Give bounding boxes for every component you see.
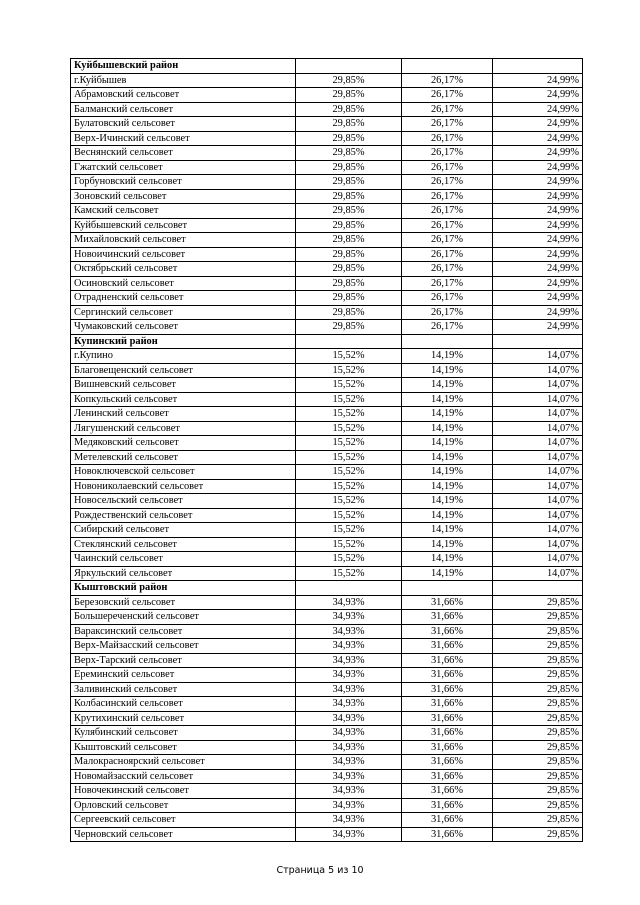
rate-cell-1: 34,93% [296, 827, 402, 842]
rate-cell-1: 29,85% [296, 131, 402, 146]
rate-cell-2: 31,66% [402, 653, 493, 668]
row-name-cell: Колбасинский сельсовет [71, 697, 296, 712]
rate-cell-2: 26,17% [402, 218, 493, 233]
rate-cell-1: 15,52% [296, 494, 402, 509]
table-row [71, 407, 583, 422]
rate-cell-3: 24,99% [493, 320, 583, 335]
rate-cell-3: 24,99% [493, 160, 583, 175]
table-row [71, 537, 583, 552]
rate-cell-2: 26,17% [402, 189, 493, 204]
rate-cell-2: 26,17% [402, 117, 493, 132]
rate-cell-1: 34,93% [296, 610, 402, 625]
table-row [71, 392, 583, 407]
rate-cell-3: 14,07% [493, 465, 583, 480]
rate-cell-2: 31,66% [402, 813, 493, 828]
table-row [71, 102, 583, 117]
page-footer: Страница 5 из 10 [276, 865, 364, 876]
row-name-cell: Новомайзасский сельсовет [71, 769, 296, 784]
rate-cell-1: 15,52% [296, 508, 402, 523]
rate-cell-1: 29,85% [296, 73, 402, 88]
rate-cell-2: 26,17% [402, 146, 493, 161]
row-name-cell: Лягушенский сельсовет [71, 421, 296, 436]
rate-cell-3: 29,85% [493, 682, 583, 697]
rate-cell-1: 29,85% [296, 88, 402, 103]
rate-cell-1: 29,85% [296, 247, 402, 262]
rate-cell-3: 24,99% [493, 218, 583, 233]
section-header-row [71, 334, 583, 349]
rate-cell-1: 34,93% [296, 813, 402, 828]
table-row [71, 465, 583, 480]
rate-cell-2: 14,19% [402, 465, 493, 480]
rate-cell-1: 34,93% [296, 653, 402, 668]
table-row [71, 566, 583, 581]
rate-cell-3: 14,07% [493, 537, 583, 552]
rate-cell-3: 29,85% [493, 697, 583, 712]
rate-cell-1: 15,52% [296, 450, 402, 465]
row-name-cell: Куйбышевский сельсовет [71, 218, 296, 233]
rate-cell-3: 24,99% [493, 204, 583, 219]
rate-cell-1: 15,52% [296, 537, 402, 552]
row-name-cell: Рождественский сельсовет [71, 508, 296, 523]
rate-cell-1: 34,93% [296, 668, 402, 683]
row-name-cell: Осиновский сельсовет [71, 276, 296, 291]
row-name-cell: Вараксинский сельсовет [71, 624, 296, 639]
table-row [71, 189, 583, 204]
rate-cell-1: 34,93% [296, 755, 402, 770]
table-row [71, 610, 583, 625]
table-row [71, 798, 583, 813]
rate-cell-3: 14,07% [493, 552, 583, 567]
row-name-cell: Новониколаевский сельсовет [71, 479, 296, 494]
table-row [71, 320, 583, 335]
row-name-cell: Михайловский сельсовет [71, 233, 296, 248]
table-row [71, 218, 583, 233]
rate-cell-2: 26,17% [402, 233, 493, 248]
rate-cell-3: 14,07% [493, 421, 583, 436]
rate-cell-3: 24,99% [493, 88, 583, 103]
row-name-cell: Крутихинский сельсовет [71, 711, 296, 726]
rate-cell-1: 29,85% [296, 204, 402, 219]
table-row [71, 175, 583, 190]
rate-cell-2: 14,19% [402, 523, 493, 538]
rate-cell-1: 29,85% [296, 117, 402, 132]
rate-cell-3: 14,07% [493, 378, 583, 393]
rate-cell-2: 14,19% [402, 349, 493, 364]
rate-cell-2: 31,66% [402, 726, 493, 741]
rate-cell-1: 29,85% [296, 291, 402, 306]
rate-cell-3: 24,99% [493, 247, 583, 262]
rate-cell-2: 26,17% [402, 204, 493, 219]
rate-cell-2: 26,17% [402, 305, 493, 320]
table-row [71, 494, 583, 509]
rate-cell-1: 34,93% [296, 624, 402, 639]
rate-cell-3: 29,85% [493, 740, 583, 755]
rate-cell-1: 15,52% [296, 363, 402, 378]
rate-cell-2: 31,66% [402, 639, 493, 654]
table-row [71, 769, 583, 784]
table-row [71, 653, 583, 668]
rate-cell-2: 26,17% [402, 262, 493, 277]
rate-cell-1: 34,93% [296, 682, 402, 697]
row-name-cell: Чумаковский сельсовет [71, 320, 296, 335]
row-name-cell: г.Куйбышев [71, 73, 296, 88]
section-title: Кыштовский район [71, 581, 296, 596]
row-name-cell: Стеклянский сельсовет [71, 537, 296, 552]
rate-cell-2: 14,19% [402, 378, 493, 393]
section-empty-cell [402, 59, 493, 74]
table-row [71, 711, 583, 726]
table-row [71, 784, 583, 799]
rate-cell-3: 29,85% [493, 711, 583, 726]
rate-cell-1: 15,52% [296, 407, 402, 422]
table-row [71, 479, 583, 494]
table-row [71, 160, 583, 175]
rate-cell-3: 14,07% [493, 566, 583, 581]
row-name-cell: Ленинский сельсовет [71, 407, 296, 422]
rate-cell-1: 29,85% [296, 320, 402, 335]
rate-cell-2: 14,19% [402, 508, 493, 523]
rate-cell-3: 24,99% [493, 131, 583, 146]
table-row [71, 682, 583, 697]
row-name-cell: Абрамовский сельсовет [71, 88, 296, 103]
rate-cell-2: 31,66% [402, 827, 493, 842]
row-name-cell: Сергеевский сельсовет [71, 813, 296, 828]
table-row [71, 88, 583, 103]
table-row [71, 726, 583, 741]
row-name-cell: Большереченский сельсовет [71, 610, 296, 625]
rate-cell-2: 31,66% [402, 682, 493, 697]
rate-cell-3: 29,85% [493, 624, 583, 639]
row-name-cell: Сергинский сельсовет [71, 305, 296, 320]
rate-cell-2: 31,66% [402, 769, 493, 784]
rate-cell-1: 15,52% [296, 349, 402, 364]
table-row [71, 668, 583, 683]
rate-cell-2: 26,17% [402, 276, 493, 291]
table-row [71, 276, 583, 291]
rate-cell-1: 34,93% [296, 711, 402, 726]
table-row [71, 552, 583, 567]
row-name-cell: Малокрасноярский сельсовет [71, 755, 296, 770]
row-name-cell: Горбуновский сельсовет [71, 175, 296, 190]
rate-cell-3: 24,99% [493, 117, 583, 132]
rate-cell-2: 26,17% [402, 291, 493, 306]
rate-cell-1: 15,52% [296, 436, 402, 451]
row-name-cell: Вишневский сельсовет [71, 378, 296, 393]
section-empty-cell [402, 581, 493, 596]
row-name-cell: Благовещенский сельсовет [71, 363, 296, 378]
row-name-cell: Яркульский сельсовет [71, 566, 296, 581]
rate-cell-1: 15,52% [296, 392, 402, 407]
row-name-cell: Камский сельсовет [71, 204, 296, 219]
table-row [71, 697, 583, 712]
rates-table [70, 58, 583, 842]
rate-cell-1: 29,85% [296, 102, 402, 117]
section-empty-cell [402, 334, 493, 349]
rate-cell-3: 29,85% [493, 827, 583, 842]
rate-cell-3: 29,85% [493, 784, 583, 799]
rate-cell-3: 29,85% [493, 668, 583, 683]
rate-cell-3: 24,99% [493, 262, 583, 277]
rate-cell-2: 31,66% [402, 740, 493, 755]
rate-cell-2: 26,17% [402, 247, 493, 262]
table-row [71, 349, 583, 364]
rate-cell-2: 14,19% [402, 363, 493, 378]
rate-cell-1: 15,52% [296, 566, 402, 581]
rate-cell-3: 24,99% [493, 189, 583, 204]
rate-cell-2: 14,19% [402, 552, 493, 567]
rate-cell-3: 24,99% [493, 73, 583, 88]
rate-cell-2: 31,66% [402, 784, 493, 799]
section-empty-cell [296, 581, 402, 596]
rate-cell-2: 31,66% [402, 624, 493, 639]
rate-cell-2: 14,19% [402, 479, 493, 494]
rate-cell-2: 14,19% [402, 494, 493, 509]
rate-cell-3: 14,07% [493, 349, 583, 364]
table-row [71, 204, 583, 219]
rate-cell-1: 29,85% [296, 276, 402, 291]
rate-cell-3: 29,85% [493, 813, 583, 828]
rate-cell-1: 15,52% [296, 479, 402, 494]
table-row [71, 740, 583, 755]
rate-cell-1: 29,85% [296, 189, 402, 204]
rate-cell-2: 14,19% [402, 537, 493, 552]
rate-cell-1: 29,85% [296, 160, 402, 175]
rate-cell-2: 31,66% [402, 610, 493, 625]
row-name-cell: Зоновский сельсовет [71, 189, 296, 204]
table-row [71, 305, 583, 320]
row-name-cell: Верх-Майзасский сельсовет [71, 639, 296, 654]
rate-cell-2: 31,66% [402, 755, 493, 770]
rate-cell-3: 24,99% [493, 175, 583, 190]
rate-cell-3: 24,99% [493, 102, 583, 117]
rate-cell-3: 14,07% [493, 523, 583, 538]
row-name-cell: Гжатский сельсовет [71, 160, 296, 175]
rate-cell-3: 29,85% [493, 798, 583, 813]
rate-cell-2: 31,66% [402, 595, 493, 610]
row-name-cell: Отрадненский сельсовет [71, 291, 296, 306]
table-body [71, 59, 583, 842]
section-title: Купинский район [71, 334, 296, 349]
row-name-cell: Верх-Ичинский сельсовет [71, 131, 296, 146]
section-title: Куйбышевский район [71, 59, 296, 74]
rate-cell-2: 26,17% [402, 102, 493, 117]
rate-cell-1: 29,85% [296, 218, 402, 233]
table-row [71, 117, 583, 132]
table-row [71, 146, 583, 161]
row-name-cell: Кыштовский сельсовет [71, 740, 296, 755]
row-name-cell: Новоичинский сельсовет [71, 247, 296, 262]
rate-cell-3: 14,07% [493, 392, 583, 407]
table-row [71, 378, 583, 393]
table-row [71, 827, 583, 842]
row-name-cell: Орловский сельсовет [71, 798, 296, 813]
row-name-cell: Метелевский сельсовет [71, 450, 296, 465]
rate-cell-3: 24,99% [493, 305, 583, 320]
rate-cell-3: 24,99% [493, 291, 583, 306]
rate-cell-2: 14,19% [402, 392, 493, 407]
row-name-cell: Новоключевской сельсовет [71, 465, 296, 480]
table-row [71, 639, 583, 654]
rate-cell-3: 14,07% [493, 508, 583, 523]
rate-cell-3: 24,99% [493, 276, 583, 291]
section-header-row [71, 581, 583, 596]
rate-cell-3: 14,07% [493, 407, 583, 422]
table-row [71, 508, 583, 523]
rate-cell-1: 34,93% [296, 769, 402, 784]
row-name-cell: Ереминский сельсовет [71, 668, 296, 683]
table-row [71, 813, 583, 828]
rate-cell-1: 15,52% [296, 465, 402, 480]
rate-cell-1: 15,52% [296, 378, 402, 393]
rate-cell-3: 29,85% [493, 653, 583, 668]
table-row [71, 262, 583, 277]
rate-cell-1: 29,85% [296, 146, 402, 161]
section-empty-cell [493, 581, 583, 596]
rate-cell-1: 34,93% [296, 726, 402, 741]
table-row [71, 436, 583, 451]
rate-cell-2: 26,17% [402, 160, 493, 175]
row-name-cell: Октябрьский сельсовет [71, 262, 296, 277]
row-name-cell: Березовский сельсовет [71, 595, 296, 610]
row-name-cell: Черновский сельсовет [71, 827, 296, 842]
table-row [71, 233, 583, 248]
rate-cell-1: 34,93% [296, 595, 402, 610]
row-name-cell: Медяковский сельсовет [71, 436, 296, 451]
row-name-cell: Кулябинский сельсовет [71, 726, 296, 741]
rate-cell-1: 15,52% [296, 552, 402, 567]
rate-cell-1: 29,85% [296, 233, 402, 248]
rate-cell-2: 26,17% [402, 175, 493, 190]
rate-cell-2: 26,17% [402, 131, 493, 146]
rate-cell-3: 29,85% [493, 610, 583, 625]
rate-cell-2: 26,17% [402, 88, 493, 103]
rate-cell-3: 24,99% [493, 233, 583, 248]
table-row [71, 523, 583, 538]
rate-cell-3: 29,85% [493, 755, 583, 770]
row-name-cell: Новочекинский сельсовет [71, 784, 296, 799]
section-empty-cell [493, 334, 583, 349]
rate-cell-3: 14,07% [493, 479, 583, 494]
rate-cell-1: 29,85% [296, 305, 402, 320]
rate-cell-3: 14,07% [493, 494, 583, 509]
rate-cell-3: 14,07% [493, 436, 583, 451]
rate-cell-1: 34,93% [296, 798, 402, 813]
rate-cell-2: 14,19% [402, 436, 493, 451]
rate-cell-2: 14,19% [402, 566, 493, 581]
row-name-cell: Веснянский сельсовет [71, 146, 296, 161]
table-row [71, 131, 583, 146]
rate-cell-1: 29,85% [296, 262, 402, 277]
row-name-cell: Заливинский сельсовет [71, 682, 296, 697]
rate-cell-3: 14,07% [493, 450, 583, 465]
rate-cell-2: 14,19% [402, 421, 493, 436]
row-name-cell: г.Купино [71, 349, 296, 364]
rate-cell-3: 24,99% [493, 146, 583, 161]
row-name-cell: Сибирский сельсовет [71, 523, 296, 538]
rate-cell-1: 34,93% [296, 639, 402, 654]
row-name-cell: Копкульский сельсовет [71, 392, 296, 407]
rate-cell-2: 31,66% [402, 697, 493, 712]
table-row [71, 73, 583, 88]
table-row [71, 624, 583, 639]
row-name-cell: Чаинский сельсовет [71, 552, 296, 567]
row-name-cell: Балманский сельсовет [71, 102, 296, 117]
rate-cell-2: 26,17% [402, 320, 493, 335]
section-header-row [71, 59, 583, 74]
rate-cell-2: 26,17% [402, 73, 493, 88]
rate-cell-1: 15,52% [296, 421, 402, 436]
section-empty-cell [296, 334, 402, 349]
table-row [71, 421, 583, 436]
rate-cell-2: 31,66% [402, 711, 493, 726]
rate-cell-1: 34,93% [296, 697, 402, 712]
row-name-cell: Верх-Тарский сельсовет [71, 653, 296, 668]
section-empty-cell [493, 59, 583, 74]
table-row [71, 450, 583, 465]
rate-cell-3: 29,85% [493, 726, 583, 741]
rate-cell-3: 29,85% [493, 769, 583, 784]
table-row [71, 291, 583, 306]
section-empty-cell [296, 59, 402, 74]
rate-cell-1: 34,93% [296, 784, 402, 799]
row-name-cell: Новосельский сельсовет [71, 494, 296, 509]
rate-cell-1: 15,52% [296, 523, 402, 538]
table-row [71, 247, 583, 262]
table-row [71, 595, 583, 610]
rate-cell-1: 34,93% [296, 740, 402, 755]
row-name-cell: Булатовский сельсовет [71, 117, 296, 132]
table-row [71, 363, 583, 378]
rate-cell-2: 31,66% [402, 798, 493, 813]
rate-cell-2: 14,19% [402, 450, 493, 465]
rate-cell-2: 31,66% [402, 668, 493, 683]
rate-cell-3: 14,07% [493, 363, 583, 378]
rate-cell-3: 29,85% [493, 595, 583, 610]
rate-cell-2: 14,19% [402, 407, 493, 422]
table-row [71, 755, 583, 770]
rate-cell-1: 29,85% [296, 175, 402, 190]
rate-cell-3: 29,85% [493, 639, 583, 654]
